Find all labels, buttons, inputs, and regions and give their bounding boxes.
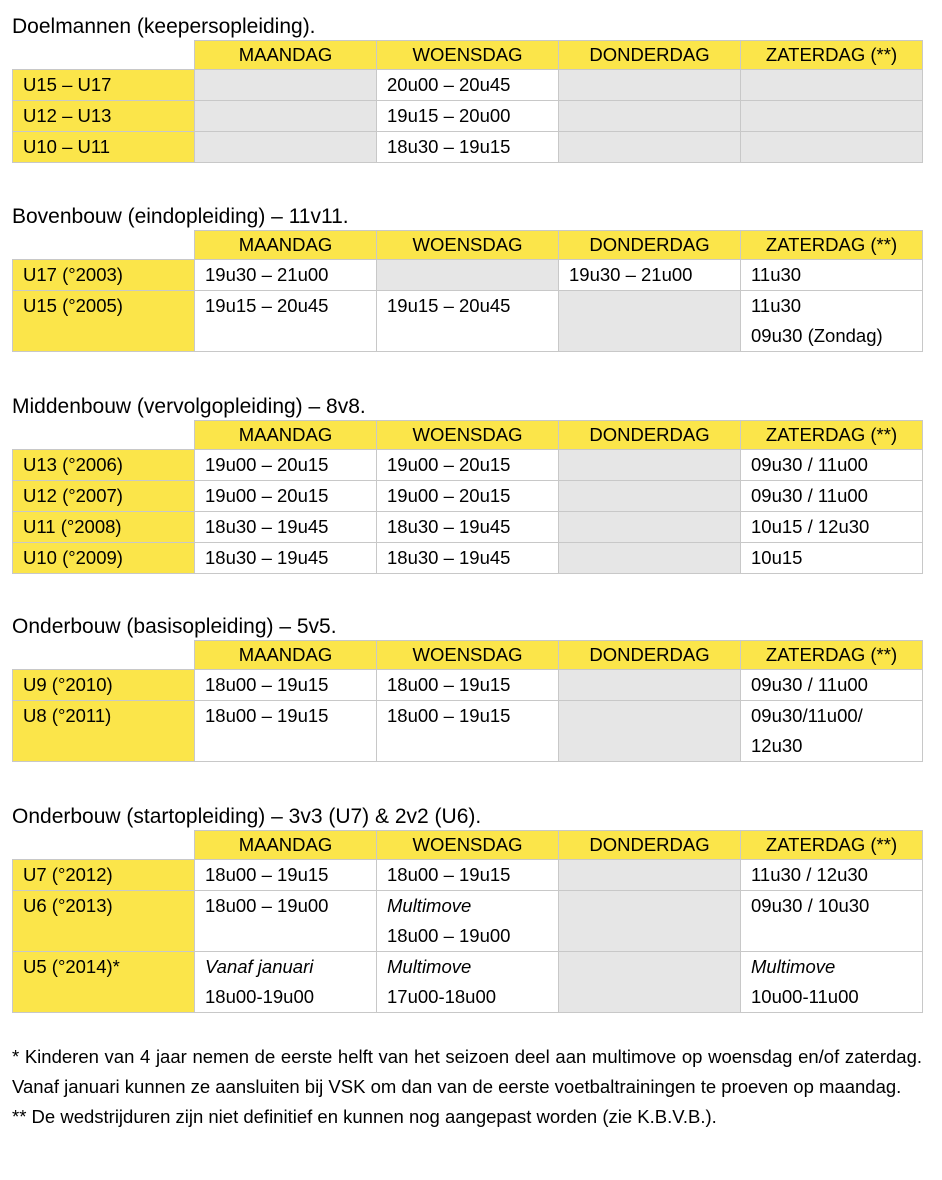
cell-maandag: [195, 291, 377, 352]
time-slot: 09u30 / 11u00: [751, 485, 868, 506]
cell-zaterdag: [741, 481, 923, 512]
cell-woensdag: [377, 481, 559, 512]
header-donderdag: DONDERDAG: [559, 231, 741, 260]
cell-woensdag: [377, 891, 559, 952]
cell-woensdag: [377, 952, 559, 1013]
cell-donderdag: [559, 543, 741, 574]
time-slot: 19u00 – 20u15: [205, 485, 329, 506]
time-slot: 18u30 – 19u45: [387, 516, 511, 537]
section-title: Onderbouw (startopleiding) – 3v3 (U7) & 2v2 (U6).: [12, 805, 482, 828]
cell-zaterdag: [741, 543, 923, 574]
section-lower-level-basic: [12, 614, 922, 762]
time-slot: 19u15 – 20u45: [205, 295, 329, 316]
schedule-table: [12, 230, 923, 352]
header-row: [13, 831, 923, 860]
time-slot: 09u30 / 10u30: [751, 895, 870, 916]
age-group-label: U10 – U11: [13, 132, 195, 163]
cell-maandag: [195, 101, 377, 132]
cell-woensdag: [377, 860, 559, 891]
header-corner: [13, 421, 195, 450]
header-maandag: MAANDAG: [195, 421, 377, 450]
table-row: [13, 952, 923, 1013]
age-group-label: U15 – U17: [13, 70, 195, 101]
section-title: Doelmannen (keepersopleiding).: [12, 15, 316, 38]
cell-zaterdag: [741, 512, 923, 543]
table-row: [13, 701, 923, 762]
cell-maandag: [195, 952, 377, 1013]
cell-donderdag: [559, 670, 741, 701]
cell-donderdag: [559, 101, 741, 132]
cell-zaterdag: [741, 670, 923, 701]
cell-zaterdag: [741, 70, 923, 101]
schedule-table: [12, 640, 923, 762]
age-group-label: U5 (°2014)*: [13, 952, 195, 1013]
cell-donderdag: [559, 132, 741, 163]
table-row: [13, 670, 923, 701]
time-slot: 18u00-19u00: [205, 986, 315, 1007]
table-row: [13, 512, 923, 543]
header-donderdag: DONDERDAG: [559, 421, 741, 450]
cell-maandag: [195, 260, 377, 291]
time-slot: Multimove: [387, 895, 472, 916]
time-slot: 18u00 – 19u00: [387, 925, 511, 946]
footnotes: [12, 1042, 922, 1132]
header-corner: [13, 641, 195, 670]
time-slot: 19u15 – 20u00: [387, 105, 511, 126]
header-row: [13, 641, 923, 670]
age-group-label: U8 (°2011): [13, 701, 195, 762]
schedule-table: [12, 420, 923, 574]
footnote-age-4: * Kinderen van 4 jaar nemen de eerste helft van het seizoen deel aan multimove op woensdag en/of zaterdag. Vanaf januari kunnen ze aansluiten bij VSK om dan van de eerste voetbaltrainingen te proeven op maandag.: [12, 1046, 922, 1097]
table-row: [13, 260, 923, 291]
header-zaterdag: ZATERDAG (**): [741, 421, 923, 450]
time-slot: 11u30: [751, 264, 802, 285]
section-title: Bovenbouw (eindopleiding) – 11v11.: [12, 205, 349, 228]
cell-donderdag: [559, 70, 741, 101]
cell-zaterdag: [741, 450, 923, 481]
time-slot: 18u00 – 19u15: [205, 864, 329, 885]
header-maandag: MAANDAG: [195, 641, 377, 670]
header-corner: [13, 41, 195, 70]
time-slot: 19u30 – 21u00: [569, 264, 693, 285]
header-zaterdag: ZATERDAG (**): [741, 231, 923, 260]
footnote-match-times: ** De wedstrijduren zijn niet definitief en kunnen nog aangepast worden (zie K.B.V.B.).: [12, 1106, 717, 1127]
cell-zaterdag: [741, 132, 923, 163]
time-slot: 09u30/11u00/: [751, 705, 863, 726]
header-zaterdag: ZATERDAG (**): [741, 831, 923, 860]
section-title: Middenbouw (vervolgopleiding) – 8v8.: [12, 395, 366, 418]
time-slot: 18u00 – 19u00: [205, 895, 329, 916]
cell-woensdag: [377, 670, 559, 701]
header-woensdag: WOENSDAG: [377, 231, 559, 260]
cell-woensdag: [377, 291, 559, 352]
time-slot: 19u00 – 20u15: [205, 454, 329, 475]
header-zaterdag: ZATERDAG (**): [741, 41, 923, 70]
header-woensdag: WOENSDAG: [377, 831, 559, 860]
header-corner: [13, 831, 195, 860]
cell-maandag: [195, 701, 377, 762]
time-slot: 09u30 (Zondag): [751, 325, 883, 346]
cell-zaterdag: [741, 952, 923, 1013]
time-slot: 09u30 / 11u00: [751, 454, 868, 475]
cell-zaterdag: [741, 701, 923, 762]
cell-maandag: [195, 670, 377, 701]
table-row: [13, 860, 923, 891]
table-row: [13, 481, 923, 512]
header-row: [13, 421, 923, 450]
time-slot: 09u30 / 11u00: [751, 674, 868, 695]
cell-donderdag: [559, 860, 741, 891]
cell-woensdag: [377, 101, 559, 132]
cell-zaterdag: [741, 291, 923, 352]
section-title: Onderbouw (basisopleiding) – 5v5.: [12, 615, 337, 638]
header-corner: [13, 231, 195, 260]
schedule-table: [12, 830, 923, 1013]
time-slot: 18u00 – 19u15: [387, 705, 511, 726]
age-group-label: U15 (°2005): [13, 291, 195, 352]
cell-donderdag: [559, 260, 741, 291]
header-donderdag: DONDERDAG: [559, 831, 741, 860]
cell-zaterdag: [741, 860, 923, 891]
header-row: [13, 231, 923, 260]
cell-donderdag: [559, 891, 741, 952]
table-row: [13, 543, 923, 574]
cell-zaterdag: [741, 101, 923, 132]
time-slot: 10u15: [751, 547, 803, 568]
age-group-label: U7 (°2012): [13, 860, 195, 891]
age-group-label: U10 (°2009): [13, 543, 195, 574]
cell-maandag: [195, 543, 377, 574]
table-row: [13, 70, 923, 101]
table-row: [13, 450, 923, 481]
cell-donderdag: [559, 481, 741, 512]
header-donderdag: DONDERDAG: [559, 641, 741, 670]
time-slot: 18u00 – 19u15: [387, 674, 511, 695]
header-woensdag: WOENSDAG: [377, 41, 559, 70]
section-lower-level-start: [12, 804, 922, 1013]
cell-donderdag: [559, 291, 741, 352]
age-group-label: U13 (°2006): [13, 450, 195, 481]
table-row: [13, 132, 923, 163]
time-slot: Multimove: [387, 956, 472, 977]
cell-woensdag: [377, 260, 559, 291]
cell-donderdag: [559, 450, 741, 481]
time-slot: 18u00 – 19u15: [387, 864, 511, 885]
header-woensdag: WOENSDAG: [377, 641, 559, 670]
age-group-label: U12 (°2007): [13, 481, 195, 512]
age-group-label: U12 – U13: [13, 101, 195, 132]
time-slot: 18u30 – 19u15: [387, 136, 511, 157]
time-slot: 12u30: [751, 735, 803, 756]
time-slot: 18u00 – 19u15: [205, 705, 329, 726]
time-slot: 10u15 / 12u30: [751, 516, 870, 537]
header-maandag: MAANDAG: [195, 41, 377, 70]
age-group-label: U11 (°2008): [13, 512, 195, 543]
time-slot: 20u00 – 20u45: [387, 74, 511, 95]
cell-maandag: [195, 70, 377, 101]
header-maandag: MAANDAG: [195, 231, 377, 260]
header-zaterdag: ZATERDAG (**): [741, 641, 923, 670]
time-slot: 18u30 – 19u45: [205, 547, 329, 568]
cell-woensdag: [377, 450, 559, 481]
cell-woensdag: [377, 70, 559, 101]
cell-maandag: [195, 481, 377, 512]
age-group-label: U6 (°2013): [13, 891, 195, 952]
cell-zaterdag: [741, 260, 923, 291]
time-slot: 11u30 / 12u30: [751, 864, 868, 885]
time-slot: 18u00 – 19u15: [205, 674, 329, 695]
cell-maandag: [195, 891, 377, 952]
cell-woensdag: [377, 132, 559, 163]
header-row: [13, 41, 923, 70]
header-woensdag: WOENSDAG: [377, 421, 559, 450]
time-slot: 19u15 – 20u45: [387, 295, 511, 316]
cell-donderdag: [559, 701, 741, 762]
time-slot: 10u00-11u00: [751, 986, 859, 1007]
cell-zaterdag: [741, 891, 923, 952]
time-slot: 11u30: [751, 295, 802, 316]
cell-maandag: [195, 860, 377, 891]
section-upper-level: [12, 204, 922, 352]
time-slot: 17u00-18u00: [387, 986, 497, 1007]
time-slot: 19u00 – 20u15: [387, 485, 511, 506]
cell-maandag: [195, 450, 377, 481]
age-group-label: U9 (°2010): [13, 670, 195, 701]
header-maandag: MAANDAG: [195, 831, 377, 860]
table-row: [13, 291, 923, 352]
time-slot: 19u30 – 21u00: [205, 264, 329, 285]
age-group-label: U17 (°2003): [13, 260, 195, 291]
cell-woensdag: [377, 701, 559, 762]
cell-donderdag: [559, 512, 741, 543]
table-row: [13, 101, 923, 132]
cell-woensdag: [377, 512, 559, 543]
time-slot: Vanaf januari: [205, 956, 314, 977]
time-slot: 18u30 – 19u45: [387, 547, 511, 568]
table-row: [13, 891, 923, 952]
section-middle-level: [12, 394, 922, 574]
time-slot: 19u00 – 20u15: [387, 454, 511, 475]
cell-woensdag: [377, 543, 559, 574]
cell-maandag: [195, 512, 377, 543]
time-slot: 18u30 – 19u45: [205, 516, 329, 537]
schedule-table: [12, 40, 923, 163]
header-donderdag: DONDERDAG: [559, 41, 741, 70]
cell-maandag: [195, 132, 377, 163]
time-slot: Multimove: [751, 956, 836, 977]
section-goalkeepers: [12, 14, 922, 163]
cell-donderdag: [559, 952, 741, 1013]
